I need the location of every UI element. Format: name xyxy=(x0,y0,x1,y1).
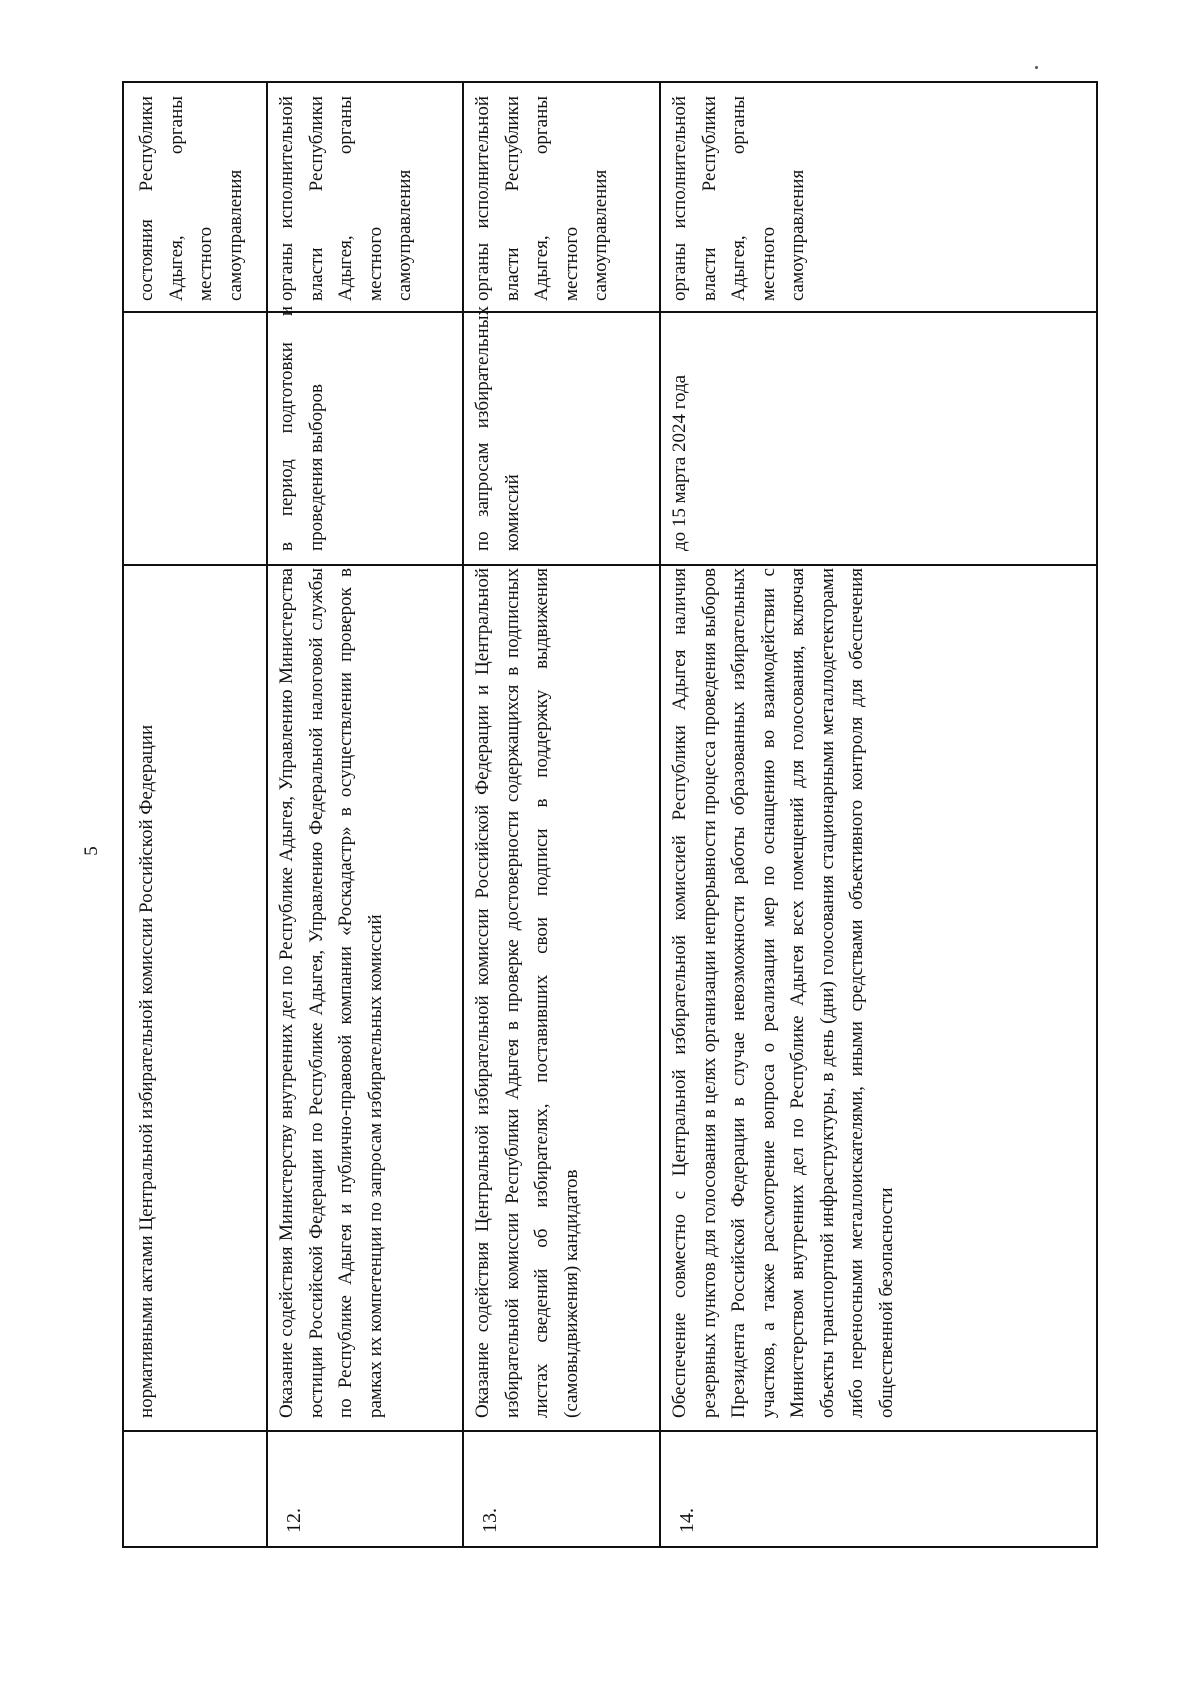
row-executors: органы исполнительной власти Республики Адыгея, органы местного самоуправления xyxy=(669,96,808,301)
table-row xyxy=(124,83,266,1550)
row-number: 12. xyxy=(283,1508,305,1533)
table-row xyxy=(661,83,1098,1550)
row-number: 13. xyxy=(479,1508,501,1533)
row-deadline: в период подготовки и проведения выборов xyxy=(276,306,327,551)
page-number: 5 xyxy=(81,846,102,856)
row-description: Обеспечение совместно с Центральной избирательной комиссией Республики Адыгея наличия резервных пунктов для голосования в целях организации непрерывности процесса проведения выборов Президента Российской Федерации в случае невозможности работы образованных избирательных участков, а также рассмотрение вопроса о реализации мер по оснащению во взаимодействии с Министерством внутренних дел по Республике Адыгея всех помещений для голосования, включая объекты транспортной инфраструктуры, в день (дни) голосования стационарными металлодетекторами либо переносными металлоискателями, иными средствами объективного контроля для обеспечения общественной безопасности xyxy=(669,568,897,1418)
row-executors: органы исполнительной власти Республики Адыгея, органы местного самоуправления xyxy=(276,96,415,301)
row-description: Оказание содействия Центральной избирательной комиссии Российской Федерации и Центральной избирательной комиссии Республики Адыгея в проверке достоверности содержащихся в подписных листах сведений об избирателях, поставивших свои подписи в поддержку выдвижения (самовыдвижения) кандидатов xyxy=(472,568,582,1418)
plan-table xyxy=(122,81,1098,1548)
row-deadline: до 15 марта 2024 года xyxy=(669,374,690,551)
table-row xyxy=(464,83,659,1550)
row-number: 14. xyxy=(676,1508,698,1533)
row-executors: состояния Республики Адыгея, органы местного самоуправления xyxy=(136,96,246,301)
row-description: Оказание содействия Министерству внутренних дел по Республике Адыгея, Управлению Министерства юстиции Российской Федерации по Республике Адыгея, Управлению Федеральной налоговой службы по Республике Адыгея и публично-правовой компании «Роскадастр» в осуществлении проверок в рамках их компетенции по запросам избирательных комиссий xyxy=(276,568,386,1418)
scan-speck xyxy=(1035,66,1038,69)
table-row xyxy=(268,83,462,1550)
row-description: нормативными актами Центральной избирательной комиссии Российской Федерации xyxy=(136,724,157,1418)
row-deadline: по запросам избирательных комиссий xyxy=(472,306,523,551)
row-executors: органы исполнительной власти Республики Адыгея, органы местного самоуправления xyxy=(472,96,611,301)
